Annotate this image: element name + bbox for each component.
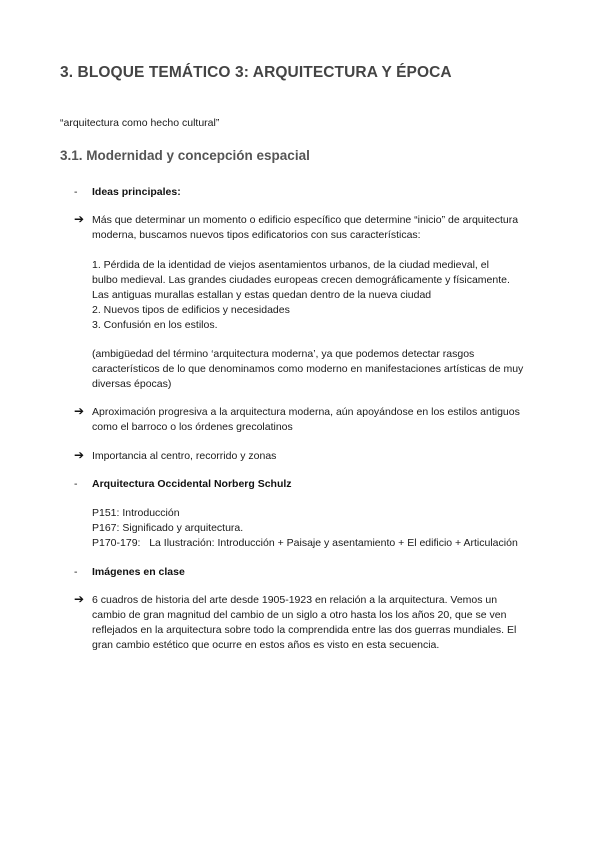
page-reference: P167: Significado y arquitectura.	[92, 522, 244, 534]
ideas-item-3-line: Importancia al centro, recorrido y zonas	[92, 450, 277, 462]
numbered-line: 3. Confusión en los estilos.	[92, 319, 218, 331]
numbered-line: 1. Pérdida de la identidad de viejos asentamientos urbanos, de la ciudad medieval, el	[92, 259, 489, 271]
ideas-item-2-line: como el barroco o los órdenes grecolatinos	[92, 421, 293, 433]
ideas-item-1-line: Más que determinar un momento o edificio específico que determine “inicio” de arquitectura	[92, 214, 519, 226]
subsection-title: 3.1. Modernidad y concepción espacial	[60, 148, 310, 163]
arrow-bullet-icon: ➔	[74, 592, 85, 606]
norberg-pages	[92, 506, 518, 551]
note-line: diversas épocas)	[92, 378, 172, 390]
ideas-heading: Ideas principales:	[92, 186, 181, 198]
ideas-item-1	[92, 213, 518, 243]
images-item-line: cambio de gran magnitud del cambio de un siglo a otro hasta los los años 20, que se ven	[92, 609, 507, 621]
page-reference: P151: Introducción	[92, 507, 180, 519]
ideas-item-2-line: Aproximación progresiva a la arquitectura moderna, aún apoyándose en los estilos antiguos	[92, 406, 520, 418]
images-item	[92, 593, 516, 653]
ideas-item-3	[92, 449, 276, 464]
numbered-line: Las antiguas murallas estallan y estas quedan dentro de la nueva ciudad	[92, 289, 432, 301]
quote-text: “arquitectura como hecho cultural”	[60, 117, 220, 129]
images-item-line: 6 cuadros de historia del arte desde 1905-1923 en relación a la arquitectura. Vemos un	[92, 594, 498, 606]
ideas-item-1-line: moderna, buscamos nuevos tipos edificatorios con sus características:	[92, 229, 421, 241]
numbered-list	[92, 258, 510, 333]
images-item-line: reflejados en la arquitectura sobre todo la comprendida entre las dos guerras mundiales. El	[92, 624, 517, 636]
arrow-bullet-icon: ➔	[74, 404, 85, 418]
dash-bullet: -	[74, 186, 78, 198]
images-heading: Imágenes en clase	[92, 566, 185, 578]
arrow-bullet-icon: ➔	[74, 448, 85, 462]
norberg-heading: Arquitectura Occidental Norberg Schulz	[92, 478, 292, 490]
note-line: característicos de lo que denominamos como moderno en manifestaciones artísticas de muy	[92, 363, 524, 375]
dash-bullet: -	[74, 566, 78, 578]
numbered-line: bulbo medieval. Las grandes ciudades europeas crecen demográficamente y físicamente.	[92, 274, 510, 286]
arrow-bullet-icon: ➔	[74, 212, 85, 226]
page-reference: P170-179: La Ilustración: Introducción + Paisaje y asentamiento + El edificio + Articulación	[92, 537, 518, 549]
ideas-item-2	[92, 405, 520, 435]
ambiguity-note	[92, 347, 523, 392]
dash-bullet: -	[74, 478, 78, 490]
numbered-line: 2. Nuevos tipos de edificios y necesidades	[92, 304, 290, 316]
images-item-line: gran cambio estético que ocurre en estos años es visto en esta secuencia.	[92, 639, 440, 651]
note-line: (ambigüedad del término ‘arquitectura moderna’, ya que podemos detectar rasgos	[92, 348, 475, 360]
section-title: 3. BLOQUE TEMÁTICO 3: ARQUITECTURA Y ÉPOCA	[60, 64, 452, 81]
